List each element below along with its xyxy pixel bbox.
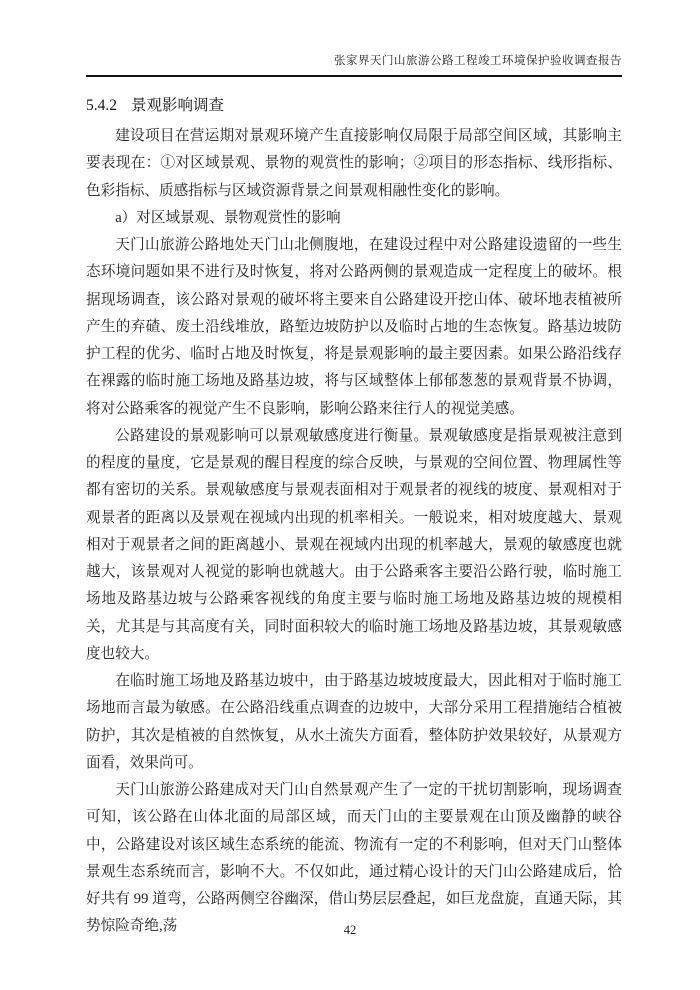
body-paragraph-4: 在临时施工场地及路基边坡中，由于路基边坡坡度最大，因此相对于临时施工场地而言最为敏感。在公路沿线重点调查的边坡中，大部分采用工程措施结合植被防护，其次是植被的自然恢复，从水土流失方面看，整体防护效果较好，从景观方面看，效果尚可。 — [86, 673, 622, 771]
body-paragraph-1: 建设项目在营运期对景观环境产生直接影响仅局限于局部空间区域，其影响主要表现在：①对区域景观、景物的观赏性的影响；②项目的形态指标、线形指标、色彩指标、质感指标与区域资源背景之间景观相融性变化的影响。 — [86, 128, 622, 199]
body-text — [86, 123, 622, 941]
page-content — [86, 0, 622, 941]
section-title: 景观影响调查 — [131, 97, 225, 114]
subheading-a: a）对区域景观、景物观赏性的影响 — [115, 209, 341, 226]
body-paragraph-2: 天门山旅游公路地处天门山北侧腹地，在建设过程中对公路建设遗留的一些生态环境问题如果不进行及时恢复，将对公路两侧的景观造成一定程度上的破坏。根据现场调查，该公路对景观的破坏将主要来自公路建设开挖山体、破坏地表植被所产生的弃碴、废土沿线堆放，路堑边坡防护以及临时占地的生态恢复。路基边坡防护工程的优劣、临时占地及时恢复，将是景观影响的最主要因素。如果公路沿线存在裸露的临时施工场地及路基边坡，将与区域整体上郁郁葱葱的景观背景不协调，将对公路乘客的视觉产生不良影响，影响公路来往行人的视觉美感。 — [86, 237, 622, 417]
section-heading — [86, 93, 622, 119]
section-number: 5.4.2 — [86, 97, 117, 114]
running-header-title: 张家界天门山旅游公路工程竣工环境保护验收调查报告 — [334, 55, 622, 67]
page-number: 42 — [343, 923, 357, 937]
body-paragraph-3: 公路建设的景观影响可以景观敏感度进行衡量。景观敏感度是指景观被注意到的程度的量度，它是景观的醒目程度的综合反映，与景观的空间位置、物理属性等都有密切的关系。景观敏感度与景观表面相对于观景者的视线的坡度、景观相对于观景者的距离以及景观在视域内出现的机率相关。一般说来，相对坡度越大、景观相对于观景者之间的距离越小、景观在视域内出现的机率越大，景观的敏感度也就越大，该景观对人视觉的影响也就越大。由于公路乘客主要沿公路行驶，临时施工场地及路基边坡与公路乘客视线的角度主要与临时施工场地及路基边坡的规模相关，尤其是与其高度有关，同时面积较大的临时施工场地及路基边坡，其景观敏感度也较大。 — [86, 427, 622, 662]
body-paragraph-5: 天门山旅游公路建成对天门山自然景观产生了一定的干扰切割影响，现场调查可知，该公路在山体北面的局部区域，而天门山的主要景观在山顶及幽静的峡谷中，公路建设对该区域生态系统的能流、物流有一定的不利影响，但对天门山整体景观生态系统而言，影响不大。不仅如此，通过精心设计的天门山公路建成后，恰好共有 99 道弯，公路两侧空谷幽深，借山势层层叠起，如巨龙盘旋，直通天际，其势惊险奇绝,荡 — [86, 782, 622, 935]
header-rule — [86, 75, 622, 77]
